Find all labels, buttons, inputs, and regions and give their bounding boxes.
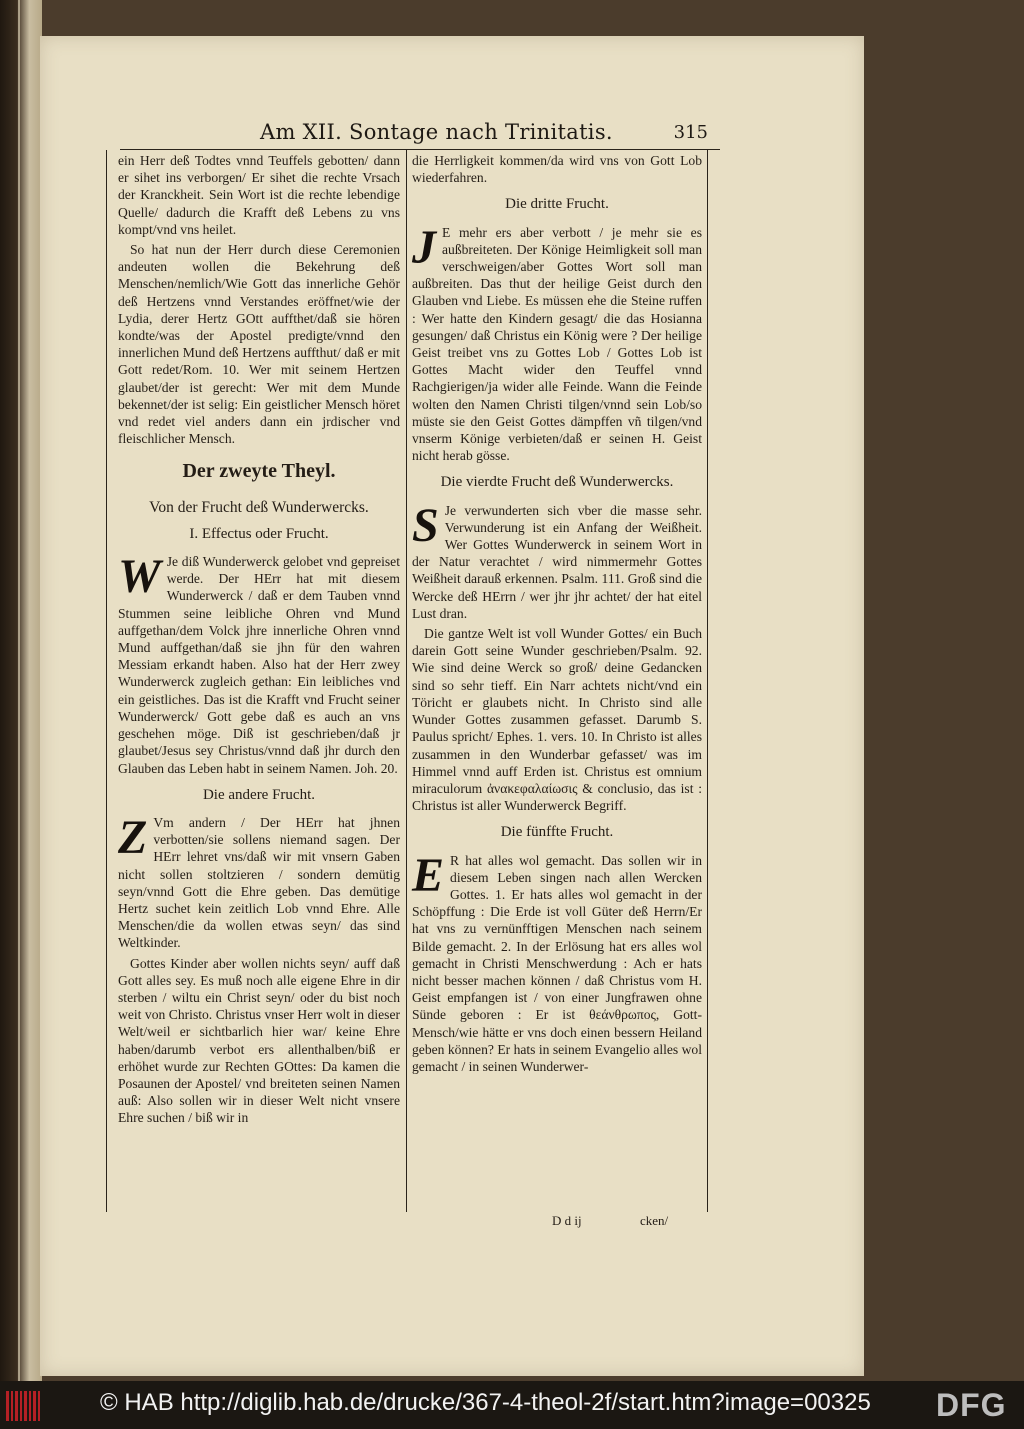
subsection-heading: Die dritte Frucht. (505, 196, 609, 213)
paragraph: Je diß Wunderwerck gelobet vnd gepreiset werde. Der HErr hat mit diesem Wunderwerck / daß er dem Tauben vnnd Stummen seine leibliche Ohren vnd Mund auffgethan/dem Volck jhre innerliche Ohren vnnd Mund auffgethan/daß sie jhn für den wahren Messiam erkandt haben. Also hat der Herr zwey Wunderwerck zugleich gethan: Ein leibliches vnd ein geistliches. Das ist die Krafft vnd Frucht seiner Wunderwerck/ Gott gebe daß es auch an vns geschehen möge. Diß ist geschrieben/daß jr glaubet/Jesus sey Christus/vnnd daß jhr durch den Glauben das Leben habt in seinem Namen. Joh. 20. (118, 554, 400, 776)
drop-cap: E (412, 848, 445, 902)
running-header (120, 118, 720, 150)
paragraph: die Herrligkeit kommen/da wird vns von Gott Lob wiederfahren. (412, 153, 702, 186)
paragraph: E mehr ers aber verbott / je mehr sie es außbreiteten. Der Könige Heimligkeit soll man verschweigen/aber Gottes Wort soll man außbreiten. Das thut der heilige Geist durch den Glauben vnd Liebe. Es müssen ehe die Steine ruffen : Wer hatte den Kindern gesagt/ die das Hosianna gesungen/ daß Christus ein König were ? Der heilige Geist treibet vns zu Gottes Lob / Gottes Lob ist Gottes Macht wider den Teuffel vnnd Rachgierigen/ja wider alle Feinde. Wann die Feinde wolten den Namen Christi tilgen/vnnd sein Lob/so müste sie den Geist Gottes dämpffen vñ tilgen/vnd vnserm Könige verbieten/daß er seinen H. Geist nicht herab gösse. (412, 224, 702, 464)
subsection-heading: Die fünffte Frucht. (500, 824, 614, 841)
paragraph: Die gantze Welt ist voll Wunder Gottes/ ein Buch darein Gott seine Wunder geschrieben/Psalm. 92. Wie sind deine Werck so groß/ deine Gedancken sind so sehr tieff. Ein Narr achtets nicht/vnd ein Töricht er glaubets nicht. In Christo sind alle Wunder Gottes zusammen gefasset. Darumb S. Paulus spricht/ Ephes. 1. vers. 10. In Christo ist alles zusammen in den Wunderbar gefasset/ was im Himmel vnnd auff Erden ist. Christus est omnium miraculorum ἀνακεφαλαίωσις & conclusio, das ist : Christus ist aller Wunderwerck Begriff. (412, 626, 702, 814)
signature-mark: D d ij (552, 1213, 582, 1228)
drop-cap: S (412, 498, 439, 552)
catchword: cken/ (640, 1213, 669, 1228)
section-subheading: Von der Frucht deß Wunderwercks. (149, 498, 369, 516)
right-column (412, 152, 702, 1078)
spine-edge (18, 0, 20, 1381)
dfg-logo: DFG (936, 1387, 1007, 1423)
hab-barcode-icon (6, 1391, 40, 1421)
paragraph: Vm andern / Der HErr hat jhnen verbotten/sie sollens niemand sagen. Der HErr lehret vns/daß wir mit vnsern Gaben nicht sollen stoltzieren / sondern demütig seyn/vnnd Gott die Ehre geben. Das demütige Hertz suchet kein zeitlich Lob vnnd Ehre. Alle Menschen/die da wollen etwas seyn/ das sind Weltkinder. (118, 814, 400, 951)
section-heading: Der zweyte Theyl. (182, 460, 336, 483)
caption-bar (0, 1381, 1024, 1429)
paragraph: Je verwunderten sich vber die masse sehr. Verwunderung ist ein Anfang der Weißheit. Wer Gottes Wunderwerck in seinem Wort in der Natur verachtet / wird nimmermehr Gottes Weißheit darauß erkennen. Psalm. 111. Groß sind die Wercke deß HErrn / wer jhr jhr achtet/ der hat eitel Lust dran. (412, 502, 702, 621)
drop-cap: W (118, 550, 161, 604)
column-divider (406, 150, 407, 1212)
drop-cap: Z (118, 810, 148, 864)
subsection-heading: Die andere Frucht. (202, 786, 316, 803)
subsection-heading: I. Effectus oder Frucht. (189, 525, 329, 542)
source-url[interactable]: © HAB http://diglib.hab.de/drucke/367-4-theol-2f/start.htm?image=00325 (100, 1389, 871, 1416)
paragraph: So hat nun der Herr durch diese Ceremonien andeuten wollen die Bekehrung deß Menschen/nemlich/Wie Gott das innerliche Gehör deß Hertzens vnnd Verstandes eröffnet/wie der Lydia, derer Hertz GOtt auffthet/daß sie hören kondte/was der Apostel predigte/vnnd den innerlichen Mund deß Hertzens auffthut/ daß er mit Gott redet/Rom. 10. Wer mit seinem Hertzen glaubet/der ist gerecht: Wer mit dem Munde bekennet/der ist selig: Ein geistlicher Mensch höret vnd redet viel anders dann ein jrdischer vnd fleischlicher Mensch. (118, 242, 400, 447)
paragraph: Gottes Kinder aber wollen nichts seyn/ auff daß Gott alles sey. Es muß noch alle eigene Ehre in dir sterben / wiltu ein Christ seyn/ oder du bist noch weit von Christo. Christus vnser Herr wolt in dieser Welt/weil er sichtbarlich hier war/ keine Ehre haben/darumb verbot ers allenthalben/biß er erhöhet wurde zur Rechten GOttes: Da kamen die Posaunen der Apostel/ vnd breiteten seinen Namen auß: Also sollen wir in dieser Welt nicht vnsere Ehre suchen / biß wir in (118, 955, 400, 1126)
paragraph: ein Herr deß Todtes vnnd Teuffels gebotten/ dann er sihet ins verborgen/ Er sihet die rechte Vrsach der Kranckheit. Sein Wort ist die rechte lebendige Quelle/ dadurch die Krafft deß Lebens zu vns kompt/vnd vns heilet. (118, 153, 400, 237)
paragraph: R hat alles wol gemacht. Das sollen wir in diesem Leben singen nach allen Wercken Gottes. 1. Er hats alles wol gemacht in der Schöpffung : Die Erde ist voll Güter deß Herrn/Er hat vns zu vernünfftigen Menschen nach seinem Bilde gemacht. 2. In der Erlösung hat ers alles wol gemacht in Christi Menschwerdung : Ach er hats nicht besser machen können / daß Christus vom H. Geist empfangen ist / von einer Jungfrawen ohne Sünde geboren : Er ist θεάνθρωπος, Gott-Mensch/wie hätte er vns doch einen bessern Heiland geben können? Er hats in seinem Evangelio alles wol gemacht / in seinen Wunderwer- (412, 852, 702, 1074)
subsection-heading: Die vierdte Frucht deß Wunderwercks. (440, 474, 674, 491)
page-number: 315 (673, 122, 708, 143)
drop-cap: J (412, 220, 436, 274)
book-spine (0, 0, 42, 1381)
left-column (118, 152, 400, 1130)
header-title: Am XII. Sontage nach Trinitatis. (260, 120, 613, 144)
